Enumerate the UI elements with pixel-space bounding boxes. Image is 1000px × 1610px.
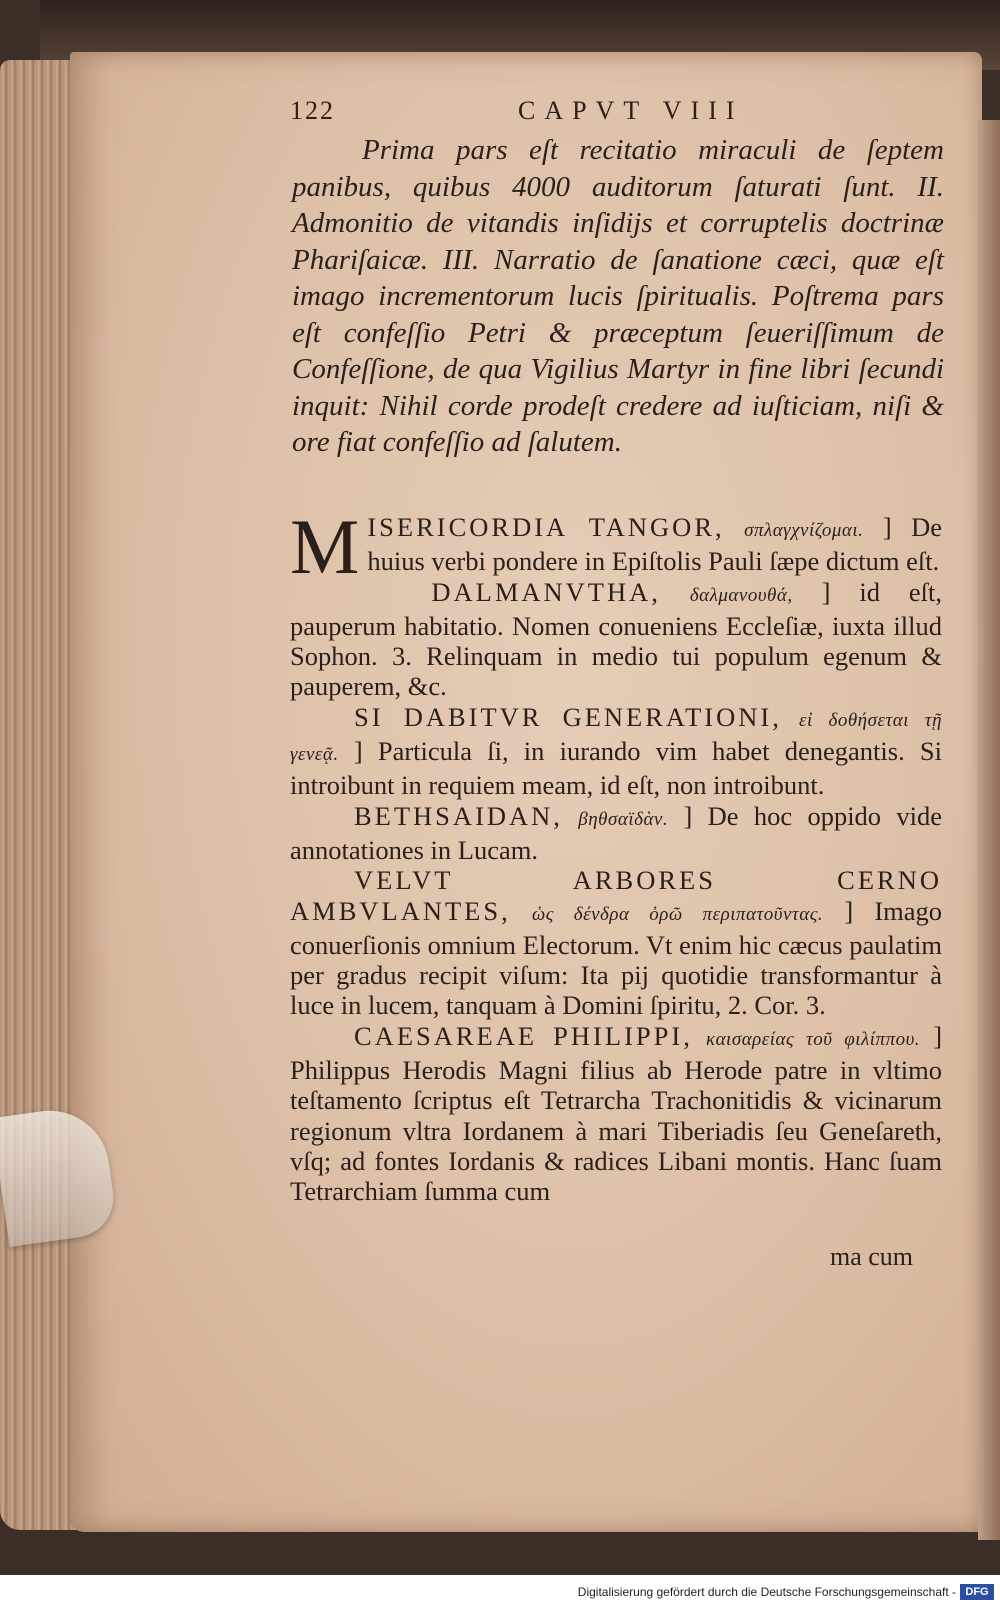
entry-lemma: VELVT ARBORES CERNO AMBVLANTES, xyxy=(290,865,942,926)
entry-lemma: CAESAREAE PHILIPPI, xyxy=(354,1020,693,1051)
drop-cap: M xyxy=(290,503,360,590)
annotation-entry xyxy=(290,503,943,590)
catchword: ma cum xyxy=(830,1242,914,1271)
annotations xyxy=(290,503,943,1207)
annotation-entry xyxy=(290,702,942,801)
entry-greek: καισαρείας τοῦ φιλίππου. xyxy=(705,1028,921,1050)
annotation-entry xyxy=(290,577,942,702)
annotation-entry xyxy=(290,865,942,1020)
annotation-entry xyxy=(290,801,942,866)
chapter-summary xyxy=(292,132,944,461)
entry-lemma: ISERICORDIA TANGOR, xyxy=(367,512,725,542)
page-number: 122 xyxy=(290,96,335,125)
entry-lemma: BETHSAIDAN, xyxy=(354,800,563,831)
chapter-title: CAPVT VIII xyxy=(518,96,744,125)
entry-greek: εἰ δοθήσεται τῇ γενεᾷ. xyxy=(290,709,942,766)
entry-greek: δαλμανουθά, xyxy=(689,584,793,606)
digitization-footer xyxy=(0,1575,1000,1610)
page-right-edge xyxy=(978,120,1000,1540)
annotation-entry xyxy=(290,1021,942,1207)
entry-text: ] De hoc oppido vide annotationes in Lucam. xyxy=(290,800,943,865)
entry-text: ] Philippus Herodis Magni filius ab Herode patre in vltimo teſtamento ſcriptus eſt Tetrarcha Trachonitidis & vicinarum regionum vltra Iordanem à mari Tiberiadis ſeu Geneſareth, vſq; ad fontes Iordanis & radices Libani montis. Hanc ſuam Tetrarchiam ſumma cum xyxy=(290,1020,943,1207)
entry-lemma: SI DABITVR GENERATIONI, xyxy=(354,701,782,732)
dfg-logo: DFG xyxy=(960,1584,994,1600)
entry-greek: σπλαγχνίζομαι. xyxy=(744,520,864,541)
entry-text: ] id eſt, pauperum habitatio. Nomen conueniens Eccleſiæ, iuxta illud Sophon. 3. Relinquam in medio tui populum egenum & pauperem, &c. xyxy=(290,576,943,702)
entry-greek: ὡς δένδρα ὁρῶ περιπατοῦντας. xyxy=(531,903,824,925)
entry-text: ] De huius verbi pondere in Epiſtolis Pauli ſæpe dictum eſt. xyxy=(367,512,943,577)
entry-lemma: DALMANVTHA, xyxy=(431,576,661,607)
entry-greek: βηθσαϊδὰν. xyxy=(578,808,669,830)
running-head xyxy=(290,96,810,136)
entry-text: ] Particula ſi, in iurando vim habet denegantis. Si introibunt in requiem meam, id eſt, non introibunt. xyxy=(290,736,942,801)
funding-credit: Digitalisierung gefördert durch die Deutsche Forschungsgemeinschaft - xyxy=(577,1585,956,1599)
entry-text: ] Imago conuerſionis omnium Electorum. Vt enim hic cæcus paulatim per gradus recipit viſum: Ita pij quotidie transformantur à luce in lucem, tanquam à Domini ſpiritu, 2. Cor. 3. xyxy=(290,895,943,1021)
summary-paragraph: Prima pars eſt recitatio miraculi de ſeptem panibus, quibus 4000 auditorum ſaturati ſunt. II. Admonitio de vitandis inſidijs et corruptelis doctrinæ Phariſaicæ. III. Narratio de ſanatione cæci, quæ eſt imago incrementorum lucis ſpiritualis. Poſtrema pars eſt confeſſio Petri & præceptum ſeueriſſimum de Confeſſione, de qua Vigilius Martyr in fine libri ſecundi inquit: Nihil corde prodeſt credere ad iuſticiam, niſi & ore fiat confeſſio ad ſalutem. xyxy=(292,134,944,458)
